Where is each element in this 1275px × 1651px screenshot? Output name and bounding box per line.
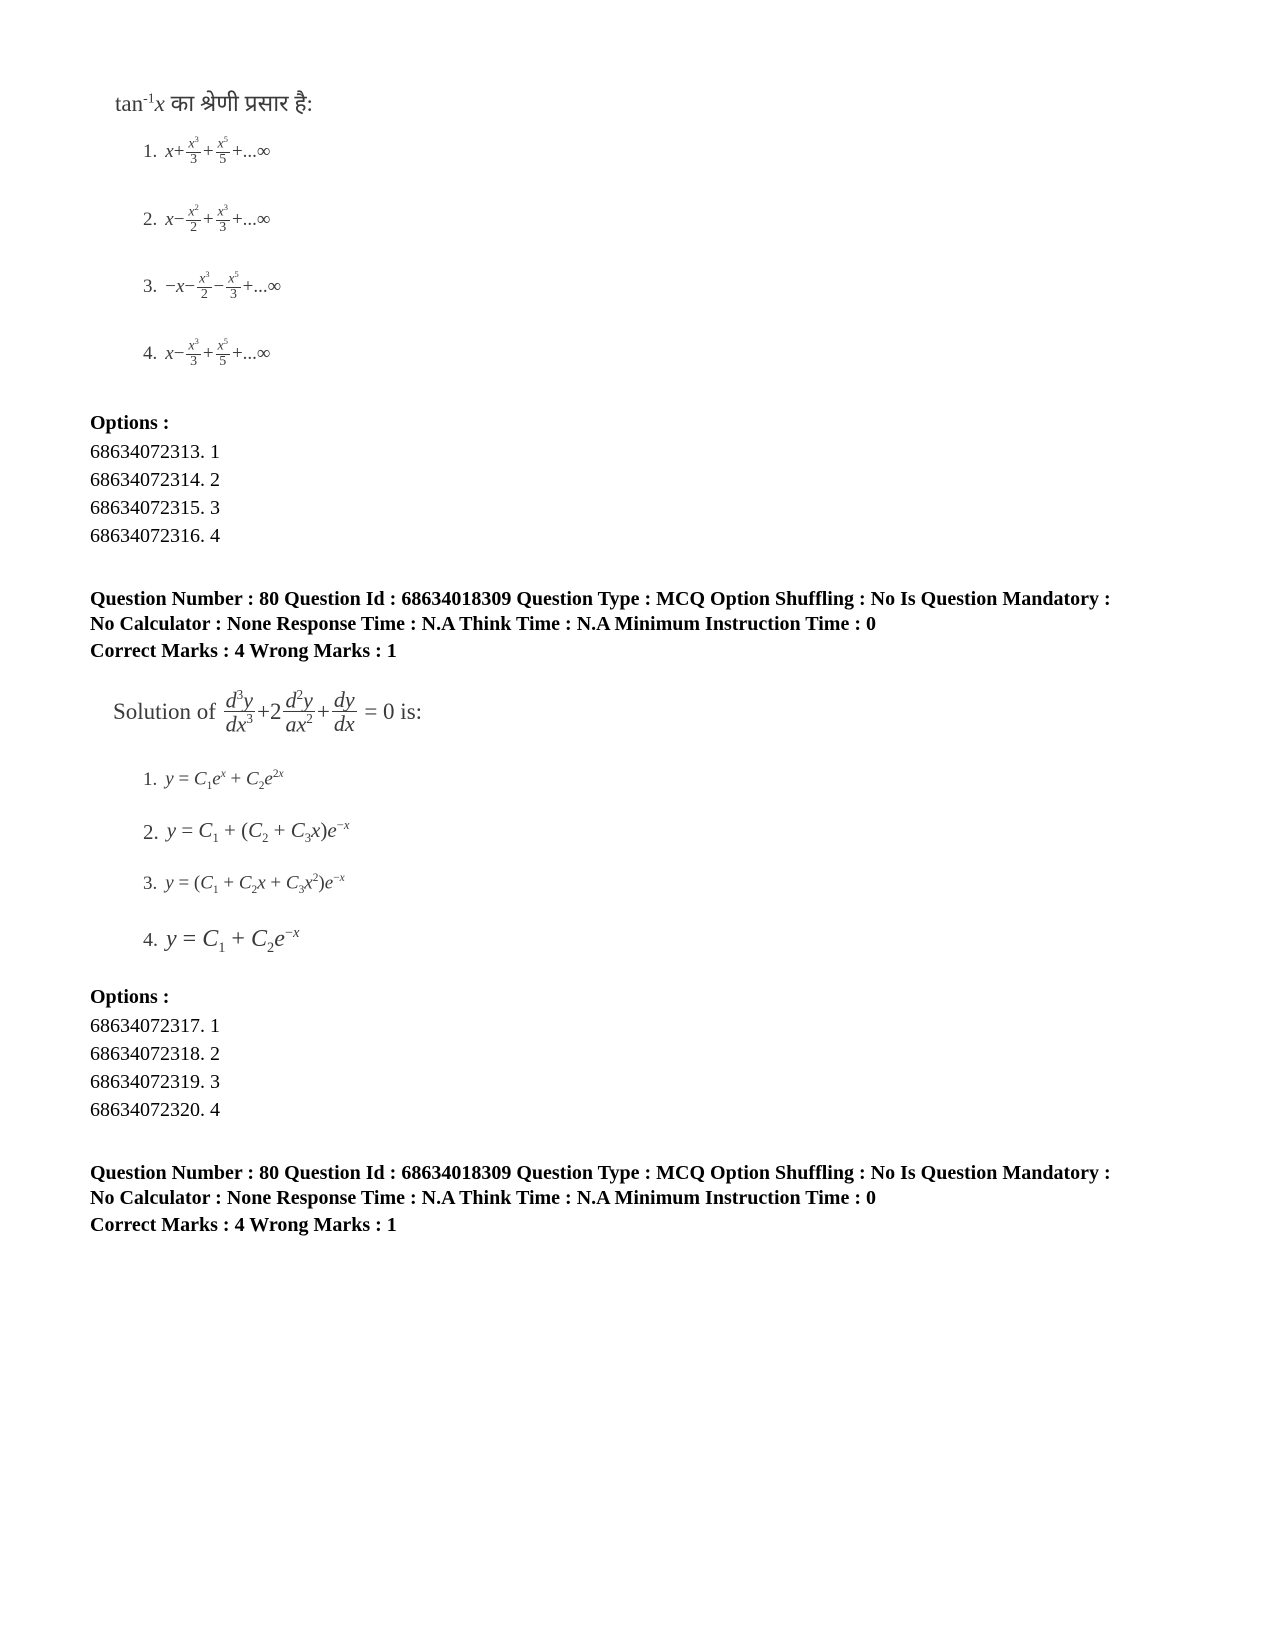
question-meta <box>90 1161 1111 1211</box>
answer-choice-2: 2. $y = C_1 + (C_2 + C_3x)e^{-x}$ <box>143 818 350 846</box>
question-meta-line: Question Number : 80 Question Id : 68634018309 Question Type : MCQ Option Shuffling : No Is Question Mandatory : <box>90 1162 1111 1184</box>
marks-line: Correct Marks : 4 Wrong Marks : 1 <box>90 640 397 662</box>
answer-choice-3: 3. $y = (C_1 + C_2x + C_3x^2)e^{-x}$ <box>143 872 345 897</box>
marks-line: Correct Marks : 4 Wrong Marks : 1 <box>90 1214 397 1236</box>
option-id: 68634072314. 2 <box>90 469 220 491</box>
answer-choice-4: 4. x − $\frac{x^3}{3}$ + $\frac{x^5}{5}$ +...∞ <box>143 337 271 370</box>
options-label: Options : <box>90 412 170 434</box>
options-label: Options : <box>90 986 170 1008</box>
question-meta-line: No Calculator : None Response Time : N.A Think Time : N.A Minimum Instruction Time : 0 <box>90 1187 876 1209</box>
option-id: 68634072320. 4 <box>90 1099 220 1121</box>
option-id: 68634072315. 3 <box>90 497 220 519</box>
question-stem: Solution of $\frac{d^3y}{dx^3}$ +2 $\frac{d^2y}{ax^2}$ + $\frac{dy}{dx}$ = 0 is: <box>113 687 423 737</box>
answer-choice-1: 1. x + $\frac{x^3}{3}$ + $\frac{x^5}{5}$ +...∞ <box>143 135 271 168</box>
answer-choice-4: 4. $y = C_1 + C_2e^{-x}$ <box>143 925 300 956</box>
question-stem: $\tan^{-1}x$ का श्रेणी प्रसार है: <box>115 90 313 116</box>
option-id: 68634072313. 1 <box>90 441 220 463</box>
question-meta-line: Question Number : 80 Question Id : 68634018309 Question Type : MCQ Option Shuffling : No Is Question Mandatory : <box>90 588 1111 610</box>
question-meta-line: No Calculator : None Response Time : N.A Think Time : N.A Minimum Instruction Time : 0 <box>90 613 876 635</box>
option-id: 68634072319. 3 <box>90 1071 220 1093</box>
question-meta <box>90 587 1111 637</box>
answer-choice-1: 1. $y = C_1e^x + C_2e^{2x}$ <box>143 768 284 793</box>
option-id: 68634072317. 1 <box>90 1015 220 1037</box>
option-id: 68634072318. 2 <box>90 1043 220 1065</box>
option-id: 68634072316. 4 <box>90 525 220 547</box>
answer-choice-2: 2. x − $\frac{x^2}{2}$ + $\frac{x^3}{3}$ +...∞ <box>143 203 271 236</box>
answer-choice-3: 3. − x − $\frac{x^3}{2}$ − $\frac{x^5}{3}$ +...∞ <box>143 270 282 303</box>
